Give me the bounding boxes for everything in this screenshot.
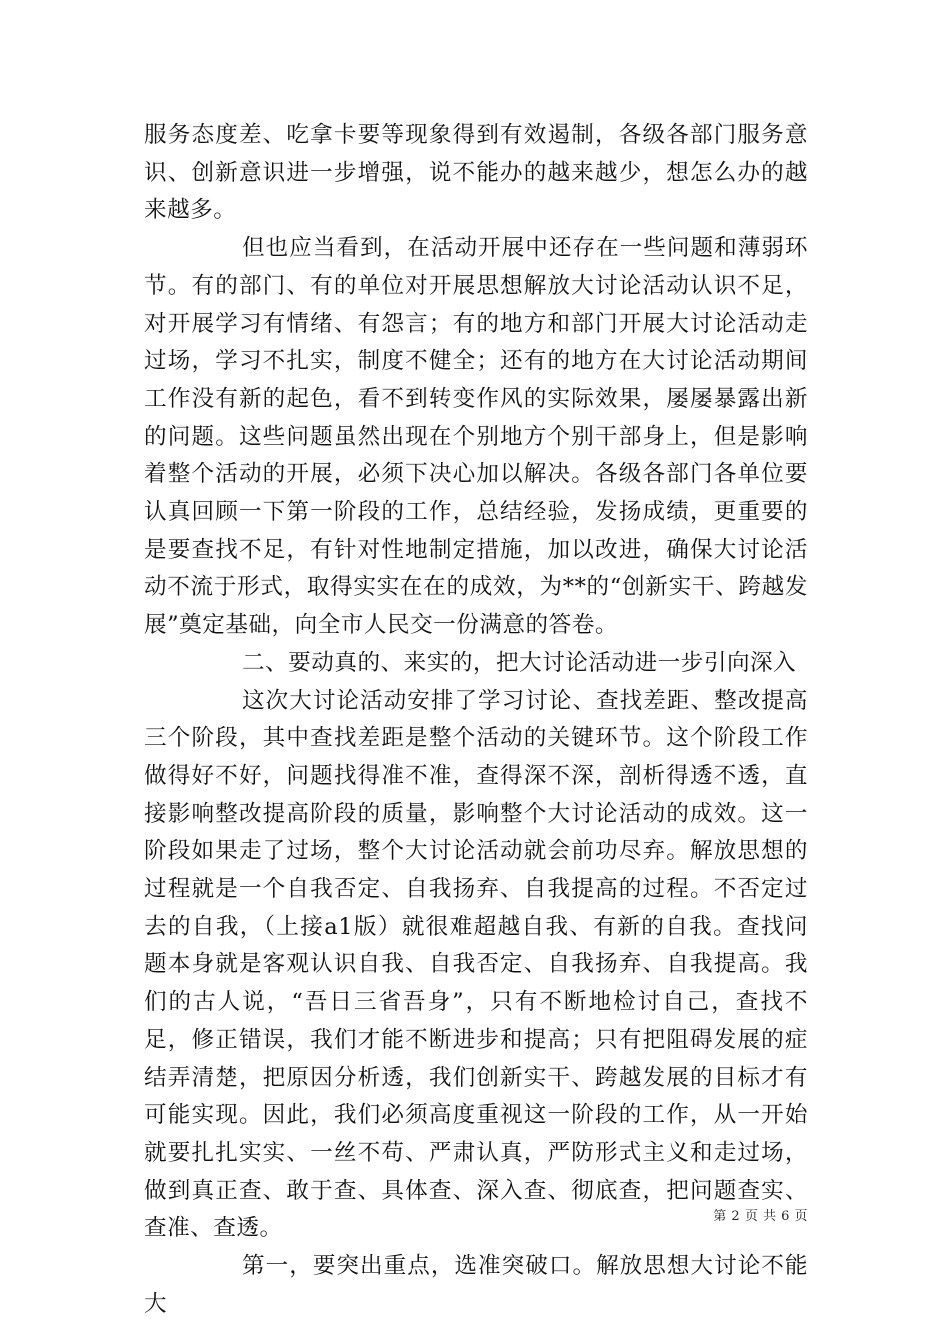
paragraph-problems: 但也应当看到，在活动开展中还存在一些问题和薄弱环节。有的部门、有的单位对开展思想解放大讨论活动认识不足，对开展学习有情绪、有怨言；有的地方和部门开展大讨论活动走过场，学习不扎实，制度不健全；还有的地方在大讨论活动期间工作没有新的起色，看不到转变作风的实际效果，屡屡暴露出新的问题。这些问题虽然出现在个别地方个别干部身上，但是影响着整个活动的开展，必须下决心加以解决。各级各部门各单位要认真回顾一下第一阶段的工作，总结经验，发扬成绩，更重要的是要查找不足，有针对性地制定措施，加以改进，确保大讨论活动不流于形式，取得实实在在的成效，为**的“创新实干、跨越发展”奠定基础，向全市人民交一份满意的答卷。 [144, 235, 808, 639]
paragraph-discussion-stages: 这次大讨论活动安排了学习讨论、查找差距、整改提高三个阶段，其中查找差距是整个活动的关键环节。这个阶段工作做得好不好，问题找得准不准，查得深不深，剖析得透不透，直接影响整改提高阶段的质量，影响整个大讨论活动的成效。这一阶段如果走了过场，整个大讨论活动就会前功尽弃。解放思想的过程就是一个自我否定、自我扬弃、自我提高的过程。不否定过去的自我，（上接a1版）就很难超越自我、有新的自我。查找问题本身就是客观认识自我、自我否定、自我扬弃、自我提高。我们的古人说，“吾日三省吾身”，只有不断地检讨自己，查找不足，修正错误，我们才能不断进步和提高；只有把阻碍发展的症结弄清楚，把原因分析透，我们创新实干、跨越发展的目标才有可能实现。因此，我们必须高度重视这一阶段的工作，从一开始就要扎扎实实、一丝不苟、严肃认真，严防形式主义和走过场，做到真正查、敢于查、具体查、深入查、彻底查，把问题查实、查准、查透。 [144, 687, 808, 1242]
paragraph-continuation: 服务态度差、吃拿卡要等现象得到有效遏制，各级各部门服务意识、创新意识进一步增强，说不能办的越来越少，想怎么办的越来越多。 [144, 122, 808, 224]
paragraph-first-point: 第一，要突出重点，选准突破口。解放思想大讨论不能大 [144, 1253, 808, 1317]
page-number-footer: 第 2 页 共 6 页 [713, 1209, 808, 1224]
section-heading-2: 二、要动真的、来实的，把大讨论活动进一步引向深入 [242, 649, 797, 676]
document-body [144, 117, 808, 1324]
